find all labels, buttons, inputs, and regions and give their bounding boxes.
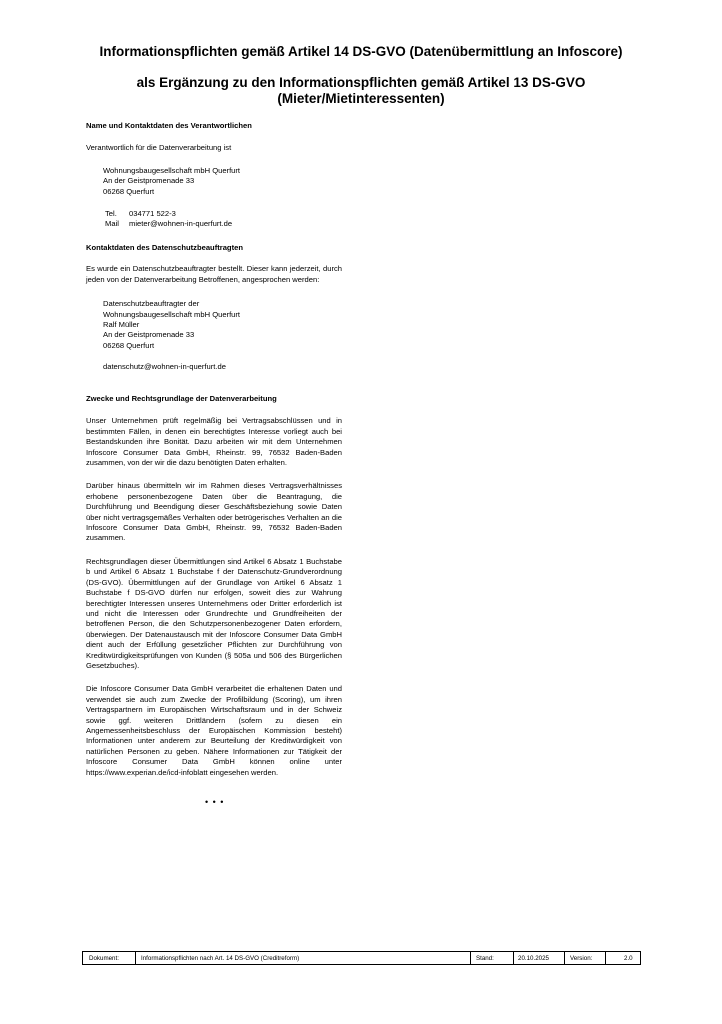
phone-label: Tel. [105, 209, 117, 219]
dpo-address [86, 299, 342, 351]
footer-stand-value: 20.10.2025 [518, 955, 549, 962]
responsible-address [86, 166, 342, 197]
mail-label: Mail [105, 219, 119, 229]
phone-value: 034771 522-3 [129, 209, 176, 219]
dpo-email[interactable]: datenschutz@wohnen-in-querfurt.de [103, 362, 226, 372]
purpose-paragraph: Rechtsgrundlagen dieser Übermittlungen sind Artikel 6 Absatz 1 Buchstabe b und Artikel 6 Absatz 1 Buchstabe f der Datenschutz-Grundverordnung (DS-GVO). Übermittlungen auf der Grundlage von Artikel 6 Absatz 1 Buchstabe f DS-GVO dürfen nur erfolgen, soweit dies zur Wahrung berechtigter Interessen unseres Unternehmens oder Dritter erforderlich ist und nicht die Interessen oder Grundrechte und Grundfreiheiten der betroffenen Person, die den Schutzpersonenbezogener Daten erfordern, überwiegen. Der Datenaustausch mit der Infoscore Consumer Data GmbH dient auch der Erfüllung gesetzlicher Pflichten zur Durchführung von Kreditwürdigkeitsprüfungen von Kunden (§ 505a und 506 des Bürgerlichen Gesetzbuches). [86, 556, 342, 670]
title-line-2 [40, 75, 682, 107]
footer-divider [470, 952, 471, 964]
footer-divider [605, 952, 606, 964]
contact-mail-row [86, 219, 342, 229]
address-line: Ralf Müller [103, 320, 140, 330]
subtitle: als Ergänzung zu den Informationspflichten gemäß Artikel 13 DS-GVO [136, 75, 586, 90]
purpose-heading: Zwecke und Rechtsgrundlage der Datenverarbeitung [86, 394, 277, 403]
title-line-1: Informationspflichten gemäß Artikel 14 DS-GVO (Datenübermittlung an Infoscore) [99, 44, 623, 59]
dpo-heading: Kontaktdaten des Datenschutzbeauftragten [86, 243, 243, 252]
footer-version-label: Version: [570, 955, 593, 962]
footer-divider [513, 952, 514, 964]
footer-version-value: 2.0 [624, 955, 633, 962]
address-line: An der Geistpromenade 33 [103, 330, 195, 340]
mail-value[interactable]: mieter@wohnen-in-querfurt.de [129, 219, 233, 229]
footer-stand-label: Stand: [476, 955, 494, 962]
footer-doc-value: Informationspflichten nach Art. 14 DS-GVO (Creditreform) [141, 955, 300, 962]
purpose-paragraph: Unser Unternehmen prüft regelmäßig bei Vertragsabschlüssen und in bestimmten Fällen, in denen ein berechtigtes Interesse vorliegt auch bei Bestandskunden ihre Bonität. Dazu arbeiten wir mit dem Unternehmen Infoscore Consumer Data GmbH, Rheinstr. 99, 76532 Baden-Baden zusammen, von der wir die dazu benötigten Daten erhalten. [86, 416, 342, 468]
address-line: Wohnungsbaugesellschaft mbH Querfurt [103, 165, 241, 175]
address-line: Datenschutzbeauftragter der [103, 299, 200, 309]
dpo-section [86, 243, 342, 373]
purpose-section [86, 394, 342, 778]
continuation-marker: • • • [205, 797, 225, 807]
address-line: Wohnungsbaugesellschaft mbH Querfurt [103, 309, 241, 319]
address-line: 06268 Querfurt [103, 340, 155, 350]
responsible-section [86, 121, 342, 230]
address-line: 06268 Querfurt [103, 186, 155, 196]
purpose-paragraph: Darüber hinaus übermitteln wir im Rahmen dieses Vertragsverhältnisses erhobene personenbezogene Daten über die Beantragung, die Durchführung und Beendigung dieser Geschäftsbeziehung sowie Daten über nicht vertragsgemäßes Verhalten oder betrügerisches Verhalten an die Infoscore Consumer Data GmbH, Rheinstr. 99, 76532 Baden-Baden zusammen. [86, 481, 342, 543]
purpose-paragraph: Die Infoscore Consumer Data GmbH verarbeitet die erhaltenen Daten und verwendet sie auch zum Zwecke der Profilbildung (Scoring), um ihren Vertragspartnern im Europäischen Wirtschaftsraum und in der Schweiz sowie ggf. weiteren Drittländern (sofern zu diesen ein Angemessenheitsbeschluss der Europäischen Kommission besteht) Informationen unter anderem zur Beurteilung der Kreditwürdigkeit von natürlichen Personen zu geben. Nähere Informationen zur Tätigkeit der Infoscore Consumer Data GmbH können online unter https://www.experian.de/icd-infoblatt eingesehen werden. [86, 684, 342, 777]
responsible-intro: Verantwortlich für die Datenverarbeitung ist [86, 143, 232, 153]
subtitle-audience: (Mieter/Mietinteressenten) [277, 91, 445, 106]
footer-doc-label: Dokument: [89, 955, 119, 962]
address-line: An der Geistpromenade 33 [103, 176, 195, 186]
document-footer [82, 951, 641, 965]
footer-divider [135, 952, 136, 964]
contact-phone-row [86, 209, 342, 219]
responsible-heading: Name und Kontaktdaten des Verantwortlichen [86, 121, 252, 130]
dpo-intro: Es wurde ein Datenschutzbeauftragter bestellt. Dieser kann jederzeit, durch jeden von der Datenverarbeitung Betroffenen, angesprochen werden: [86, 264, 342, 284]
footer-divider [564, 952, 565, 964]
